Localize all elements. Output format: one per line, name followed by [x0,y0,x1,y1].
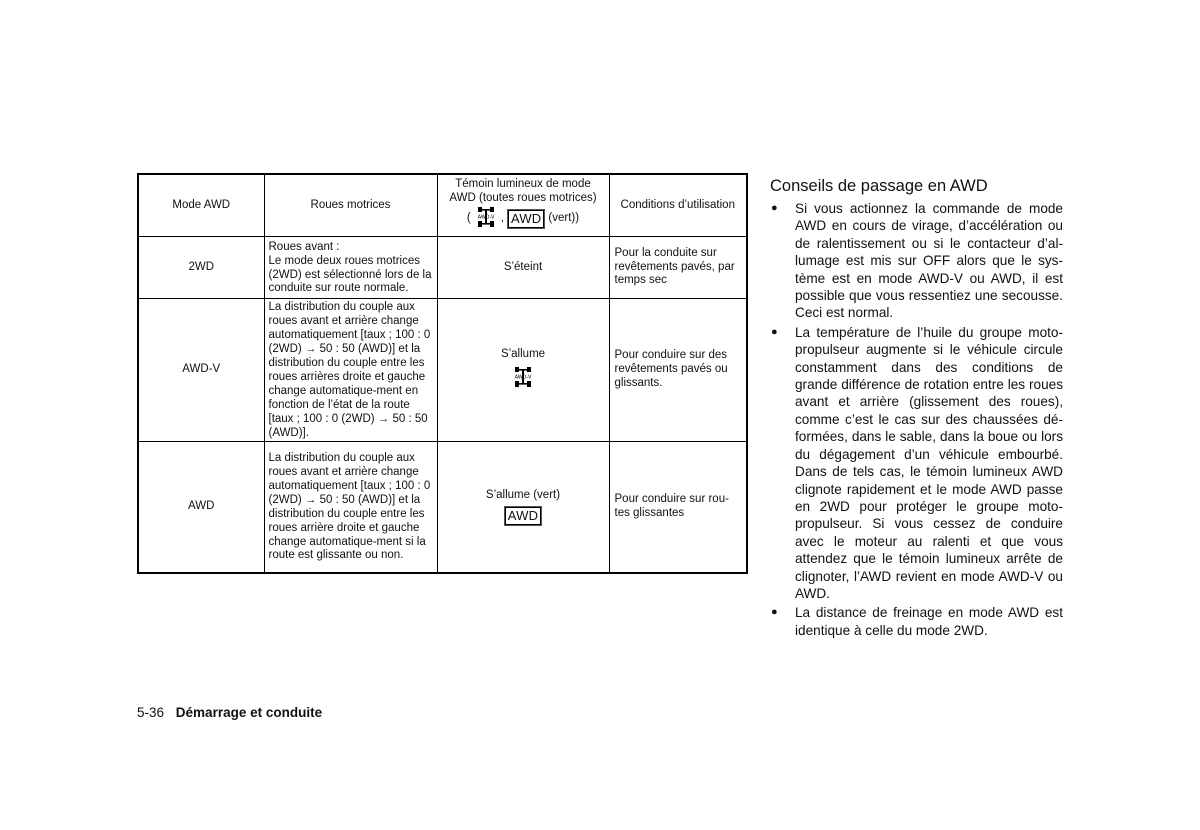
awd-v-indicator-icon [475,206,497,233]
tips-list [770,200,1063,641]
bullet-icon: ● [771,325,778,338]
header-indicator-line2: AWD (toutes roues motrices) [449,192,597,205]
svg-text:AWD-V: AWD-V [514,374,532,380]
page-number: 5-36 [137,705,165,720]
header-conditions: Conditions d’utilisation [609,174,747,237]
row-awd-indicator [437,442,609,573]
bullet-icon: ● [771,606,778,619]
header-wheels: Roues motrices [264,174,437,237]
page-footer [137,705,322,721]
row-awd-indicator-text: S’allume (vert) [485,488,561,501]
list-item: ● Si vous actionnez la commande de mode AWD en cours de virage, d’accélération ou de ralentissement ou si le contacteur d’al-lumage est mis sur OFF alors que le sys-tème est en mode AWD-V ou AWD, il est possible que vous ressentiez une secousse. Ceci est normal. [771,201,1063,321]
awd-v-indicator-icon [512,366,534,393]
header-mode: Mode AWD [138,174,264,237]
awd-indicator-icon: AWD [508,210,544,228]
row-2wd-mode: 2WD [138,237,264,299]
row-awd-wheels: La distribution du couple aux roues avant et arrière change automatiquement [taux ; 100 : 0 (2WD) → 50 : 50 (AWD)] et la distribution du couple entre les roues arrière droite et gauche change automatique-ment si la route est glissante ou non. [264,442,437,573]
row-awdv-mode: AWD-V [138,299,264,442]
row-2wd-indicator: S’éteint [437,237,609,299]
svg-text:AWD-V: AWD-V [477,214,495,221]
header-indicator-line1: Témoin lumineux de mode [455,178,591,191]
awd-mode-table [137,173,748,574]
table-row [138,442,747,573]
table-row [138,299,747,442]
row-awdv-indicator [437,299,609,442]
row-awdv-wheels: La distribution du couple aux roues avant et arrière change automatiquement [taux ; 100 : 0 (2WD) → 50 : 50 (AWD)] et la distribution du couple entre les roues arrières droite et gauche change automatique-ment en fonction de l’état de la route [taux ; 100 : 0 (2WD) → 50 : 50 (AWD)]. [264,299,437,442]
table-row [138,237,747,299]
section-name: Démarrage et conduite [175,705,323,720]
header-indicator [437,174,609,237]
row-awd-conditions: Pour conduire sur rou-tes glissantes [609,442,747,573]
row-awd-mode: AWD [138,442,264,573]
row-2wd-wheels: Roues avant : Le mode deux roues motrices (2WD) est sélectionné lors de la conduite sur route normale. [264,237,437,299]
row-awdv-indicator-text: S’allume [500,347,546,360]
list-item: ● La température de l’huile du groupe moto-propulseur augmente si le véhicule circule constamment dans des conditions de grande différence de rotation entre les roues avant et arrière (glissement des roues), comme c’est le cas sur des chaussées dé-formées, dans le sable, dans la boue ou lors du dégagement d’un véhicule embourbé. Dans de tels cas, le témoin lumineux AWD clignote rapidement et le mode AWD passe en 2WD pour protéger le groupe moto-propulseur. Si vous cessez de conduire avec le moteur au ralenti et que vous attendez que le témoin lumineux arrête de clignoter, l’AWD revient en mode AWD-V ou AWD. [771,324,1063,601]
section-title: Conseils de passage en AWD [770,177,988,195]
table-header-row [138,174,747,237]
header-indicator-icons: ( AWD-V , AWD (vert)) [467,206,579,233]
awd-indicator-icon: AWD [505,507,541,525]
bullet-icon: ● [771,202,778,214]
row-awdv-conditions: Pour conduire sur des revêtements pavés ou glissants. [609,299,747,442]
list-item: ● La distance de freinage en mode AWD est identique à celle du mode 2WD. [771,605,1063,638]
row-2wd-conditions: Pour la conduite sur revêtements pavés, par temps sec [609,237,747,299]
